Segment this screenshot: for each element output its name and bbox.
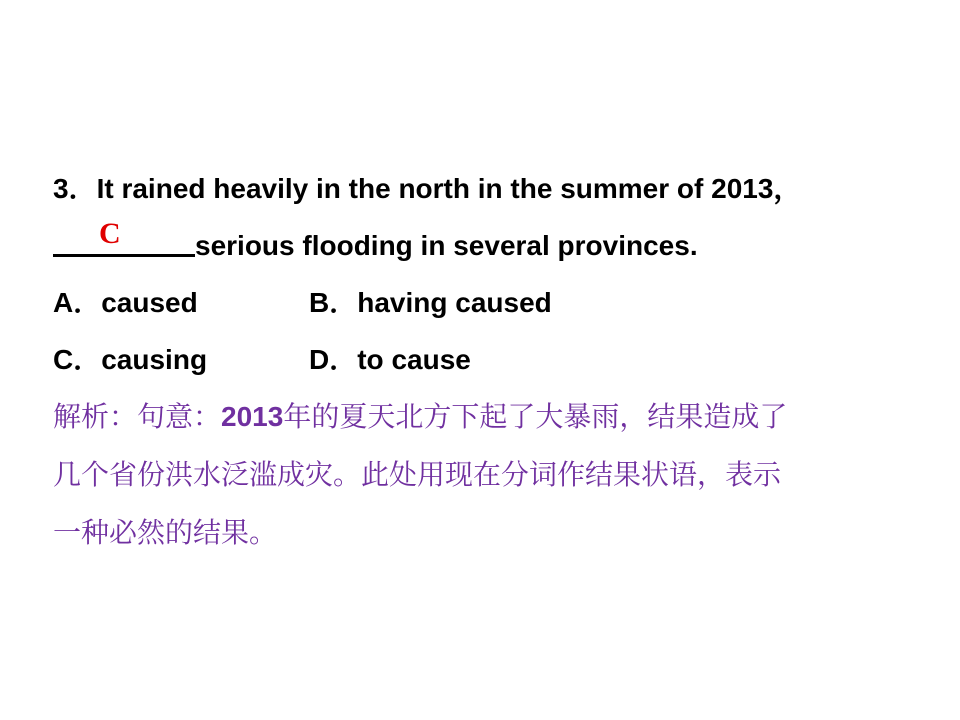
explanation-year: 2013 (221, 401, 284, 432)
question-stem-part2: serious flooding in several provinces. (195, 230, 698, 261)
explanation-line-3: 一种必然的结果。 (53, 516, 278, 549)
option-a (53, 283, 198, 323)
option-b-label: B． (309, 287, 358, 318)
option-a-label: A． (53, 287, 102, 318)
option-b-text: having caused (357, 287, 552, 318)
explanation-line-1-rest: 年的夏天北方下起了大暴雨，结果造成了 (283, 400, 788, 433)
question-line-1 (53, 169, 801, 209)
question-number: 3． (53, 173, 97, 204)
option-d-text: to cause (357, 344, 471, 375)
option-a-text: caused (101, 287, 198, 318)
option-c-label: C． (53, 344, 102, 375)
question-line-2 (53, 217, 698, 266)
option-b (309, 283, 552, 323)
answer-letter: C (99, 217, 121, 250)
option-c (53, 340, 207, 380)
explanation-line-2: 几个省份洪水泛滥成灾。此处用现在分词作结果状语，表示 (53, 458, 782, 491)
option-c-text: causing (101, 344, 208, 375)
option-d (309, 340, 471, 380)
answer-blank (53, 217, 195, 266)
question-stem-part1: It rained heavily in the north in the summer of 2013， (96, 173, 802, 204)
explanation-line-1 (53, 397, 903, 437)
option-d-label: D． (309, 344, 358, 375)
explanation-prefix: 解析：句意： (53, 400, 222, 433)
